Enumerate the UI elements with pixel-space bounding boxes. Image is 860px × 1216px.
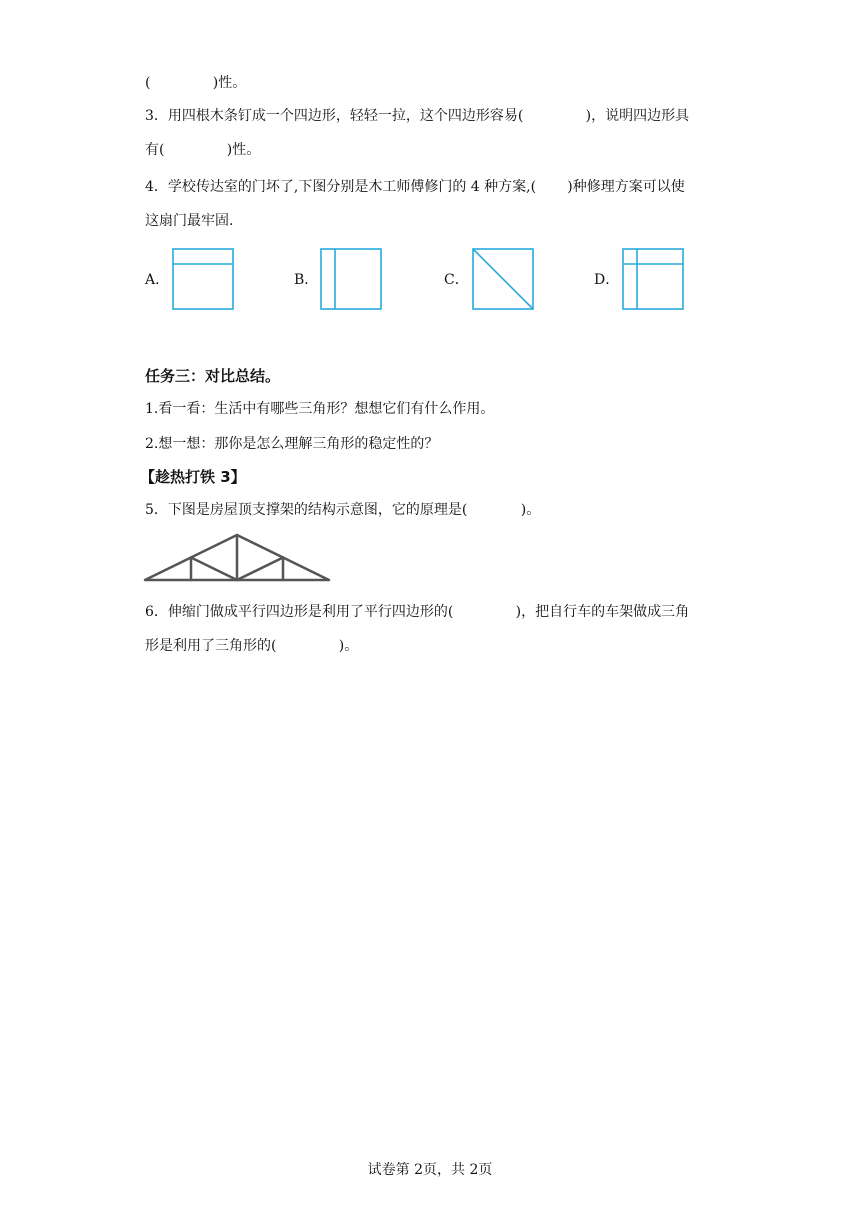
question-3-line-2: 有( )性。	[145, 142, 261, 158]
option-b-label: B．	[294, 272, 319, 288]
task3-heading: 任务三：对比总结。	[145, 367, 281, 385]
question-2-continuation: ( )性。	[145, 75, 247, 91]
option-a-label: A．	[145, 272, 170, 288]
question-6-line-1: 6．伸缩门做成平行四边形是利用了平行四边形的( )，把自行车的车架做成三角	[145, 604, 690, 620]
question-5: 5．下图是房屋顶支撑架的结构示意图，它的原理是( )。	[145, 502, 541, 518]
door-option-c	[472, 248, 534, 310]
door-option-d	[622, 248, 684, 310]
question-3-line-1: 3．用四根木条钉成一个四边形，轻轻一拉，这个四边形容易( )，说明四边形具	[145, 108, 690, 124]
task3-question-1: 1.看一看：生活中有哪些三角形？想想它们有什么作用。	[145, 401, 495, 417]
page-footer: 试卷第 2页，共 2页	[367, 1162, 493, 1178]
option-d-label: D．	[594, 272, 620, 288]
question-6-line-2: 形是利用了三角形的( )。	[145, 638, 359, 654]
question-4-line-2: 这扇门最牢固.	[145, 213, 234, 229]
option-c-label: C．	[444, 272, 469, 288]
door-option-b	[320, 248, 382, 310]
door-option-a	[172, 248, 234, 310]
roof-truss-diagram	[143, 533, 333, 583]
task3-question-2: 2.想一想：那你是怎么理解三角形的稳定性的？	[145, 436, 439, 452]
practice-heading: 【趁热打铁 3】	[140, 468, 246, 486]
question-4-line-1: 4．学校传达室的门坏了,下图分别是木工师傅修门的 4 种方案,( )种修理方案可以使	[145, 179, 685, 195]
